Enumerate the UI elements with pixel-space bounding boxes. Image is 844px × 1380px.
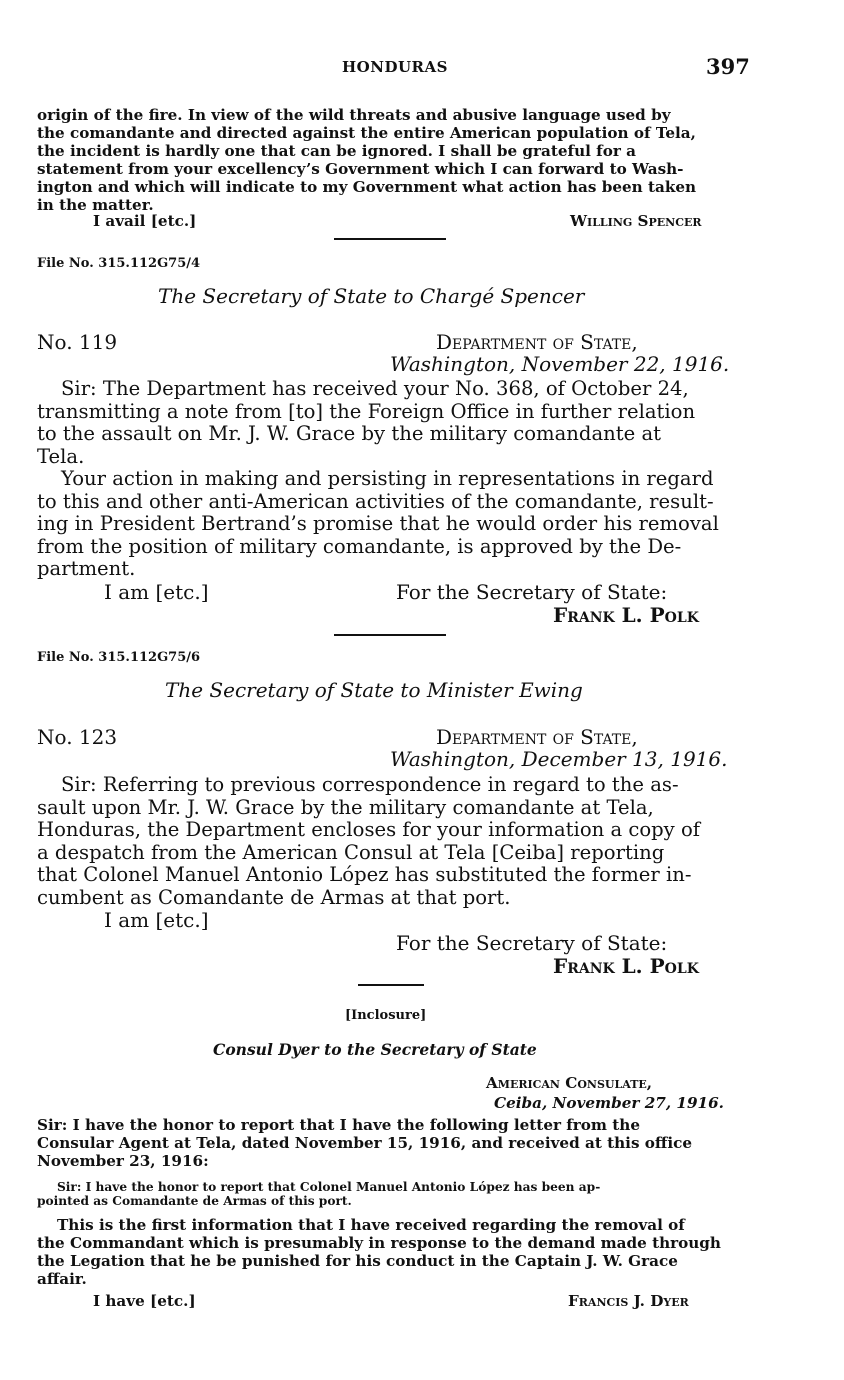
- place-date: Washington, December 13, 1916.: [390, 747, 728, 771]
- divider: [358, 984, 424, 986]
- text-line: Honduras, the Department encloses for your information a copy of: [37, 818, 701, 841]
- text-line: origin of the fire. In view of the wild threats and abusive language used by: [37, 106, 671, 124]
- text-line: the comandante and directed against the entire American population of Tela,: [37, 124, 696, 142]
- text-line: from the position of military comandante, is approved by the De-: [37, 534, 682, 558]
- signature: Willing Spencer: [570, 212, 702, 230]
- text-line: pointed as Comandante de Armas of this port.: [37, 1194, 352, 1208]
- document-heading: The Secretary of State to Minister Ewing: [165, 678, 583, 702]
- letter-paragraph: [37, 1216, 745, 1288]
- document-number: No. 119: [37, 330, 118, 354]
- text-line: statement from your excellency’s Government which I can forward to Wash-: [37, 160, 684, 178]
- text-line: cumbent as Comandante de Armas at that port.: [37, 885, 511, 909]
- place-date: Washington, November 22, 1916.: [390, 352, 730, 376]
- text-line: Tela.: [37, 444, 85, 468]
- text-line: the Legation that he be punished for his conduct in the Captain J. W. Grace: [37, 1252, 678, 1270]
- signature: Frank L. Polk: [553, 603, 699, 627]
- text-line: Sir: I have the honor to report that I have the following letter from the: [37, 1116, 641, 1134]
- text-line: that Colonel Manuel Antonio López has substituted the former in-: [37, 863, 692, 886]
- text-line: Consular Agent at Tela, dated November 15, 1916, and received at this office: [37, 1134, 693, 1152]
- text-line: This is the first information that I have received regarding the removal of: [57, 1216, 685, 1234]
- text-line: Your action in making and persisting in representations in regard: [61, 467, 714, 490]
- for-secretary: For the Secretary of State:: [396, 580, 668, 604]
- text-line: to this and other anti-American activities of the comandante, result-: [37, 489, 714, 513]
- file-number: File No. 315.112G75/6: [37, 650, 201, 665]
- text-line: the incident is hardly one that can be ignored. I shall be grateful for a: [37, 142, 636, 160]
- text-line: transmitting a note from [to] the Foreign Office in further relation: [37, 399, 696, 423]
- text-line: November 23, 1916:: [37, 1152, 209, 1170]
- letter-paragraph: [37, 468, 745, 581]
- quoted-letter: [37, 1180, 745, 1208]
- closing: I am [etc.]: [104, 580, 209, 604]
- divider: [334, 238, 446, 240]
- department: Department of State,: [436, 330, 638, 354]
- document-heading: The Secretary of State to Chargé Spencer: [158, 284, 585, 308]
- text-line: partment.: [37, 557, 136, 580]
- letter-paragraph: [37, 1116, 745, 1170]
- running-header: HONDURAS: [342, 58, 448, 76]
- file-number: File No. 315.112G75/4: [37, 256, 201, 271]
- closing: I have [etc.]: [93, 1292, 196, 1310]
- text-line: ington and which will indicate to my Government what action has been taken: [37, 178, 697, 196]
- text-line: sault upon Mr. J. W. Grace by the military comandante at Tela,: [37, 795, 654, 819]
- text-line: Sir: The Department has received your No. 368, of October 24,: [61, 377, 689, 400]
- text-line: a despatch from the American Consul at Tela [Ceiba] reporting: [37, 840, 665, 864]
- signature: Francis J. Dyer: [568, 1292, 689, 1310]
- text-line: ing in President Bertrand’s promise that he would order his removal: [37, 512, 719, 535]
- letter-paragraph: [37, 774, 745, 909]
- text-line: the Commandant which is presumably in response to the demand made through: [37, 1234, 721, 1252]
- consulate: American Consulate,: [486, 1074, 653, 1092]
- closing: I avail [etc.]: [93, 212, 197, 230]
- document-number: No. 123: [37, 725, 118, 749]
- text-line: Sir: I have the honor to report that Colonel Manuel Antonio López has been ap-: [57, 1180, 601, 1194]
- page-number: 397: [706, 54, 750, 79]
- signature: Frank L. Polk: [553, 954, 699, 978]
- closing: I am [etc.]: [104, 908, 209, 932]
- text-line: to the assault on Mr. J. W. Grace by the military comandante at: [37, 422, 662, 445]
- text-line: Sir: Referring to previous correspondence in regard to the as-: [61, 773, 679, 796]
- for-secretary: For the Secretary of State:: [396, 931, 668, 955]
- divider: [334, 634, 446, 636]
- inclosure-label: [Inclosure]: [345, 1008, 427, 1023]
- document-heading: Consul Dyer to the Secretary of State: [213, 1040, 537, 1059]
- department: Department of State,: [436, 725, 638, 749]
- text-line: affair.: [37, 1270, 87, 1288]
- place-date: Ceiba, November 27, 1916.: [494, 1094, 724, 1112]
- letter-paragraph: [37, 378, 745, 468]
- text-line: in the matter.: [37, 196, 154, 214]
- continuation-paragraph: [37, 106, 745, 214]
